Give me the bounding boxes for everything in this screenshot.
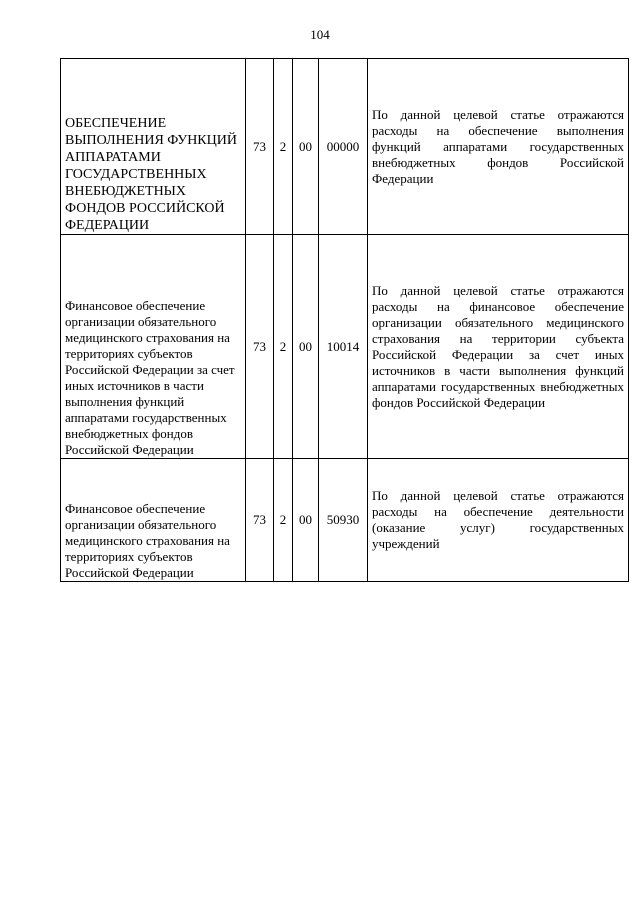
main-event-code: 00 bbox=[293, 235, 319, 459]
row-name: ОБЕСПЕЧЕНИЕ ВЫПОЛНЕНИЯ ФУНКЦИЙ АППАРАТАМИ ГОСУДАРСТВЕННЫХ ВНЕБЮДЖЕТНЫХ ФОНДОВ РОССИЙСКОЙ ФЕДЕРАЦИИ bbox=[61, 59, 246, 235]
page-number: 104 bbox=[310, 27, 330, 42]
row-name: Финансовое обеспечение организации обязательного медицинского страхования на территориях субъектов Российской Федерации за счет иных источников в части выполнения функций аппаратами государственных внебюджетных фондов Российской Федерации bbox=[61, 235, 246, 459]
row-description-text: По данной целевой статье отражаются расходы на финансовое обеспечение организации обязательного медицинского страхования на территории субъекта Российской Федерации за счет иных источников в части выполнения функций аппаратами государственных внебюджетных фондов Российской Федерации bbox=[372, 282, 624, 410]
row-description bbox=[368, 59, 629, 235]
subprogram-code: 2 bbox=[274, 235, 293, 459]
row-description-text: По данной целевой статье отражаются расходы на обеспечение деятельности (оказание услуг) государственных учреждений bbox=[372, 488, 624, 551]
budget-classification-table bbox=[60, 58, 629, 582]
row-description bbox=[368, 235, 629, 459]
table-row bbox=[61, 235, 629, 459]
row-description bbox=[368, 459, 629, 582]
row-name: Финансовое обеспечение организации обязательного медицинского страхования на территориях субъектов Российской Федерации bbox=[61, 459, 246, 582]
table-row bbox=[61, 59, 629, 235]
direction-code: 50930 bbox=[319, 459, 368, 582]
program-code: 73 bbox=[246, 459, 274, 582]
table-row bbox=[61, 459, 629, 582]
subprogram-code: 2 bbox=[274, 459, 293, 582]
program-code: 73 bbox=[246, 59, 274, 235]
subprogram-code: 2 bbox=[274, 59, 293, 235]
program-code: 73 bbox=[246, 235, 274, 459]
main-event-code: 00 bbox=[293, 59, 319, 235]
direction-code: 00000 bbox=[319, 59, 368, 235]
direction-code: 10014 bbox=[319, 235, 368, 459]
row-description-text: По данной целевой статье отражаются расходы на обеспечение выполнения функций аппаратами государственных внебюджетных фондов Российской Федерации bbox=[372, 106, 624, 186]
main-event-code: 00 bbox=[293, 459, 319, 582]
